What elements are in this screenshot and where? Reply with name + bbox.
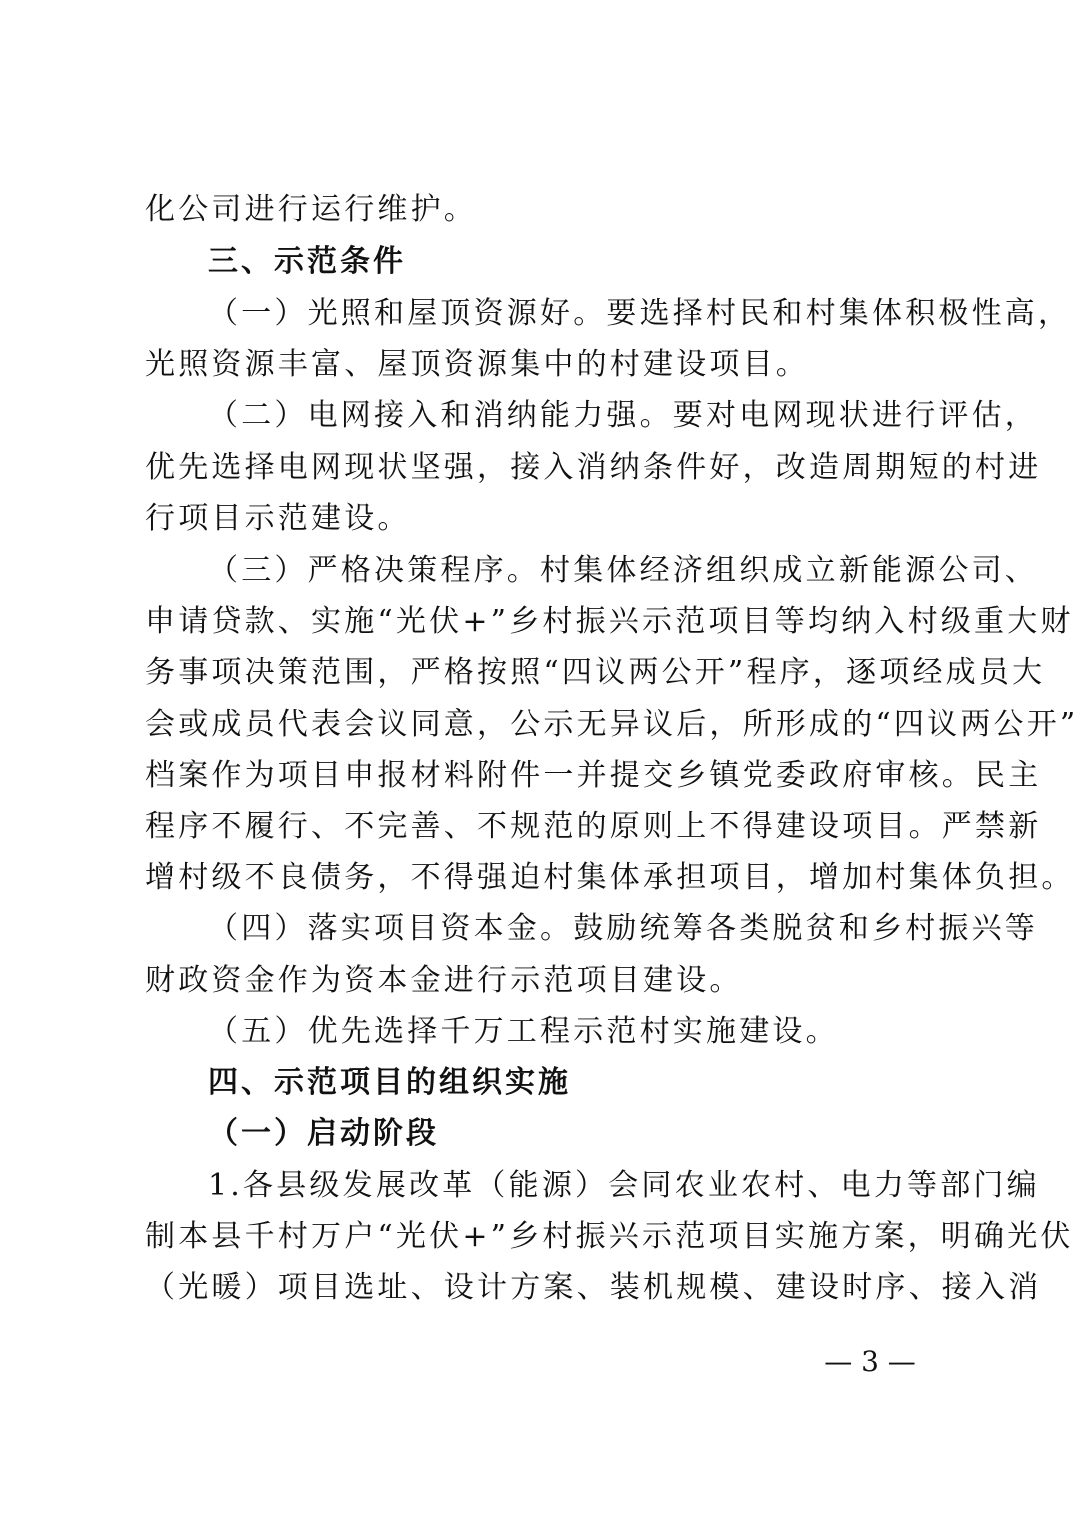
paragraph-line: 光照资源丰富、屋顶资源集中的村建设项目。	[145, 347, 809, 382]
paragraph-line: 档案作为项目申报材料附件一并提交乡镇党委政府审核。民主	[145, 758, 1042, 793]
paragraph-line: 增村级不良债务，不得强迫村集体承担项目，增加村集体负担。	[145, 860, 1075, 895]
paragraph-line: 优先选择电网现状坚强，接入消纳条件好，改造周期短的村进	[145, 450, 1042, 485]
paragraph-line: 申请贷款、实施“光伏+”乡村振兴示范项目等均纳入村级重大财	[145, 604, 1074, 639]
sub-heading-startup: （一）启动阶段	[208, 1116, 439, 1151]
paragraph-line: 行项目示范建设。	[145, 501, 411, 536]
paragraph-line: 化公司进行运行维护。	[145, 192, 477, 227]
section-heading-3: 三、示范条件	[208, 244, 406, 279]
paragraph-line: 会或成员代表会议同意，公示无异议后，所形成的“四议两公开”	[145, 707, 1079, 742]
paragraph-line: （光暖）项目选址、设计方案、装机规模、建设时序、接入消	[145, 1270, 1042, 1305]
paragraph-line: 财政资金作为资本金进行示范项目建设。	[145, 963, 743, 998]
section-heading-4: 四、示范项目的组织实施	[208, 1065, 571, 1100]
paragraph-line: （三）严格决策程序。村集体经济组织成立新能源公司、	[208, 553, 1038, 588]
paragraph-line: 程序不履行、不完善、不规范的原则上不得建设项目。严禁新	[145, 809, 1042, 844]
paragraph-line: （五）优先选择千万工程示范村实施建设。	[208, 1014, 839, 1049]
paragraph-line: 务事项决策范围，严格按照“四议两公开”程序，逐项经成员大	[145, 655, 1046, 690]
paragraph-line: 制本县千村万户“光伏+”乡村振兴示范项目实施方案，明确光伏	[145, 1219, 1074, 1254]
paragraph-line: （二）电网接入和消纳能力强。要对电网现状进行评估，	[208, 398, 1038, 433]
paragraph-line: 1.各县级发展改革（能源）会同农业农村、电力等部门编	[208, 1168, 1040, 1203]
paragraph-line: （四）落实项目资本金。鼓励统筹各类脱贫和乡村振兴等	[208, 911, 1038, 946]
page-number: — 3 —	[824, 1345, 916, 1378]
paragraph-line: （一）光照和屋顶资源好。要选择村民和村集体积极性高，	[208, 296, 1072, 331]
